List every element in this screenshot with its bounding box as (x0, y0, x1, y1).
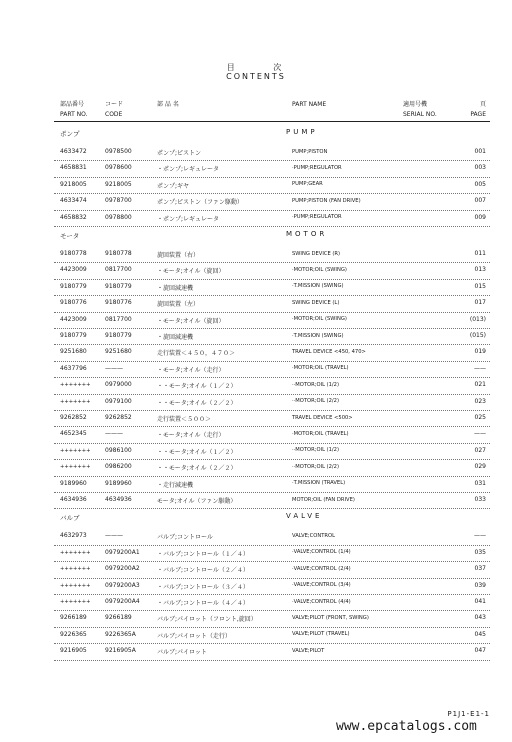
part-code: 0817700 (105, 315, 132, 323)
part-name-jp: バルブ;パイロット (157, 649, 207, 657)
part-number: 9180779 (60, 332, 87, 339)
part-name-en: ·VALVE;CONTROL (3/4) (292, 582, 351, 589)
row-separator (54, 610, 490, 611)
section-title-en: VALVE (286, 512, 323, 521)
part-number: 9266189 (60, 614, 87, 622)
row-separator (54, 160, 490, 161)
page-number: 029 (474, 463, 486, 471)
part-name-en: ·T.MISSION (SWING) (292, 283, 344, 290)
part-code: 0979000 (105, 381, 132, 389)
row-separator (54, 193, 490, 194)
part-code: ——— (105, 532, 123, 540)
part-code: 9216905A (105, 647, 136, 655)
page-number: 015 (474, 282, 486, 290)
page-number: 037 (474, 565, 486, 573)
code-en-header: CODE (105, 111, 123, 118)
row-separator (54, 344, 490, 345)
watermark: www.epcatalogs.com (336, 719, 477, 734)
row-separator (54, 361, 490, 362)
page-number: 033 (474, 496, 486, 503)
part-name-jp: ・モータ;オイル（旋回） (157, 317, 225, 325)
page-number: 041 (474, 598, 486, 605)
row-separator (54, 492, 490, 493)
part-code: ——— (105, 430, 123, 438)
part-number: 4658831 (60, 164, 87, 172)
row-separator (54, 377, 490, 378)
row-separator (54, 627, 490, 628)
page-jp-header: 頁 (479, 101, 486, 108)
part-name-en: PUMP;GEAR (292, 181, 323, 188)
part-number: +++++++ (60, 464, 91, 471)
part-no-en-header: PART NO. (60, 111, 88, 118)
page-number: 021 (474, 381, 486, 389)
title-jp: 目 次 (226, 63, 300, 72)
part-name-jp: ・モータ;オイル（走行） (157, 432, 225, 440)
page-number: 043 (474, 614, 486, 622)
part-name-jp: ・モータ;オイル（旋回） (157, 268, 225, 276)
row-separator (54, 262, 490, 263)
part-name-en: ·PUMP;REGULATOR (292, 164, 342, 171)
part-number: 9180776 (60, 299, 87, 307)
part-name-jp: ・旋回減速機 (157, 284, 194, 292)
name-jp-header: 部 品 名 (157, 101, 179, 108)
section-title-en: PUMP (286, 128, 318, 136)
part-name-en: PUMP;PISTON (FAN DRIVE) (292, 197, 361, 204)
part-name-jp: ポンプ;ピストン (157, 150, 202, 157)
part-number: 9180778 (60, 250, 87, 257)
page-number: 027 (474, 446, 486, 454)
part-number: +++++++ (60, 447, 91, 454)
row-separator (54, 443, 490, 444)
part-name-en: VALVE;PILOT (292, 647, 325, 654)
part-code: 0979200A2 (105, 565, 140, 573)
part-number: 9189960 (60, 479, 87, 487)
row-separator (54, 312, 490, 313)
part-code: 0986100 (105, 446, 132, 454)
header-rule (54, 121, 490, 122)
part-name-jp: ・・モータ;オイル（２／２） (157, 399, 237, 407)
part-code: 9189960 (105, 479, 132, 487)
part-number: +++++++ (60, 398, 91, 405)
section-title-jp: バルブ (60, 514, 80, 523)
row-separator (54, 508, 490, 509)
page-number: 011 (474, 250, 486, 257)
part-number: 9216905 (60, 647, 87, 655)
part-name-en: PUMP;PISTON (292, 148, 328, 155)
part-code: 9180778 (105, 250, 132, 257)
row-separator (54, 295, 490, 296)
part-name-jp: ・バルブ;コントロール（２／４） (157, 567, 249, 575)
part-code: 9180779 (105, 332, 132, 339)
part-name-en: ··MOTOR;OIL (2/2) (292, 463, 340, 470)
page-number: 005 (474, 180, 486, 188)
page-number: 001 (474, 148, 486, 155)
part-code: 9180779 (105, 282, 132, 290)
row-separator (54, 643, 490, 644)
row-separator (54, 426, 490, 427)
part-name-jp: ・旋回減速機 (157, 334, 194, 341)
part-code: 0978700 (105, 197, 132, 205)
part-name-en: ··MOTOR;OIL (1/2) (292, 447, 340, 454)
part-number: 9226365 (60, 630, 87, 638)
page-number: —— (474, 364, 486, 372)
part-code: 9226365A (105, 630, 136, 638)
title-en: CONTENTS (226, 72, 286, 81)
page-number: 023 (474, 397, 486, 405)
part-code: 9266189 (105, 614, 132, 622)
part-name-en: ··MOTOR;OIL (1/2) (292, 381, 340, 388)
section-title-jp: ポンプ (60, 130, 80, 138)
part-number: 4634936 (60, 496, 87, 503)
part-name-jp: ・バルブ;コントロール（１／４） (157, 550, 249, 558)
part-name-jp: 旋回装置（右） (157, 252, 200, 259)
part-number: 4652345 (60, 430, 87, 438)
part-name-jp: モータ;オイル（ファン駆動） (157, 498, 237, 505)
part-no-jp-header: 部品番号 (60, 101, 85, 108)
row-separator (54, 660, 490, 661)
row-separator (54, 279, 490, 280)
row-separator (54, 410, 490, 411)
part-code: 9180776 (105, 299, 132, 307)
part-number: 4633474 (60, 197, 87, 205)
part-number: 9262852 (60, 414, 87, 421)
part-code: 0978600 (105, 164, 132, 172)
section-title-en: MOTOR (286, 230, 328, 238)
part-number: 4632973 (60, 532, 87, 540)
part-code: 0986200 (105, 463, 132, 471)
row-separator (54, 476, 490, 477)
part-code: 0979200A3 (105, 581, 140, 589)
part-number: 4423009 (60, 266, 87, 274)
part-name-jp: ・・モータ;オイル（１／２） (157, 383, 237, 391)
part-code: 0979200A4 (105, 598, 140, 605)
page-number: 017 (474, 299, 486, 307)
part-name-en: SWING DEVICE (L) (292, 299, 340, 306)
part-name-en: ·MOTOR;OIL (TRAVEL) (292, 365, 349, 372)
part-name-en: ·T.MISSION (TRAVEL) (292, 480, 346, 487)
part-name-en: TRAVEL DEVICE <500> (292, 414, 353, 421)
part-name-jp: ・バルブ;コントロール（４／４） (157, 600, 249, 607)
part-name-en: MOTOR;OIL (FAN DRIVE) (292, 496, 355, 503)
part-number: 9251680 (60, 348, 87, 356)
page-number: 039 (474, 581, 486, 589)
row-separator (54, 545, 490, 546)
part-name-jp: バルブ;パイロット（フロント,旋回） (157, 616, 257, 624)
part-name-en: VALVE;PILOT (FRONT, SWING) (292, 614, 369, 621)
part-name-en: ·PUMP;REGULATOR (292, 214, 342, 221)
page-number: 045 (474, 630, 486, 638)
page-reference: P1J1-E1-1 (447, 710, 490, 718)
row-separator (54, 578, 490, 579)
part-name-en: ·VALVE;CONTROL (4/4) (292, 598, 351, 605)
page-number: 013 (474, 266, 486, 274)
name-en-header: PART NAME (292, 101, 327, 108)
part-code: 0979200A1 (105, 548, 140, 556)
part-code: 9262852 (105, 414, 132, 421)
part-code: ——— (105, 364, 123, 372)
part-name-jp: ポンプ;ギヤ (157, 182, 190, 190)
part-code: 0817700 (105, 266, 132, 274)
part-number: +++++++ (60, 566, 91, 573)
page-number: 031 (474, 479, 486, 487)
row-separator (54, 394, 490, 395)
page-number: (013) (469, 315, 486, 323)
row-separator (54, 210, 490, 211)
part-name-jp: 旋回装置（左） (157, 301, 200, 309)
part-name-jp: ・・モータ;オイル（１／２） (157, 448, 237, 456)
part-name-jp: ・走行減速機 (157, 481, 194, 489)
part-code: 0978800 (105, 213, 132, 221)
part-name-en: ·T.MISSION (SWING) (292, 332, 344, 339)
row-separator (54, 177, 490, 178)
part-number: +++++++ (60, 549, 91, 556)
page-number: 007 (474, 197, 486, 205)
part-number: 4637796 (60, 364, 87, 372)
part-code: 9251680 (105, 348, 132, 356)
part-name-en: ··MOTOR;OIL (2/2) (292, 398, 340, 405)
part-number: 4658832 (60, 213, 87, 221)
part-number: 9180779 (60, 282, 87, 290)
part-name-jp: ・ポンプ;レギュレータ (157, 215, 220, 223)
part-number: +++++++ (60, 599, 91, 605)
part-number: +++++++ (60, 382, 91, 389)
serial-en-header: SERIAL NO. (403, 111, 437, 118)
section-title-jp: モータ (60, 232, 80, 240)
page-number: 003 (474, 164, 486, 172)
part-name-jp: ・ポンプ;レギュレータ (157, 166, 220, 174)
part-number: 9218005 (60, 180, 87, 188)
part-name-en: ·MOTOR;OIL (SWING) (292, 316, 347, 323)
part-name-jp: ・・モータ;オイル（２／２） (157, 465, 237, 473)
part-name-jp: バルブ;コントロール (157, 534, 213, 542)
page-number: (015) (469, 332, 486, 339)
part-name-en: VALVE;PILOT (TRAVEL) (292, 631, 350, 638)
part-code: 4634936 (105, 496, 132, 503)
page-number: 019 (474, 348, 486, 356)
part-name-jp: ・モータ;オイル（走行） (157, 366, 225, 374)
page-en-header: PAGE (470, 111, 486, 118)
part-number: +++++++ (60, 582, 91, 589)
row-separator (54, 459, 490, 460)
part-name-jp: バルブ;パイロット（走行） (157, 632, 231, 640)
part-name-en: ·MOTOR;OIL (TRAVEL) (292, 430, 349, 437)
part-number: 4423009 (60, 315, 87, 323)
part-name-jp: 走行装置＜５００＞ (157, 416, 212, 423)
part-name-en: ·VALVE;CONTROL (2/4) (292, 565, 351, 572)
page-number: 025 (474, 414, 486, 421)
page-number: —— (474, 532, 486, 540)
part-name-jp: 走行装置＜４５０，４７０＞ (157, 350, 236, 358)
part-name-en: TRAVEL DEVICE <450, 470> (292, 348, 366, 355)
page-number: —— (474, 430, 486, 438)
part-code: 0978500 (105, 148, 132, 155)
row-separator (54, 328, 490, 329)
part-name-en: ·MOTOR;OIL (SWING) (292, 266, 347, 273)
row-separator (54, 226, 490, 227)
page-number: 035 (474, 548, 486, 556)
part-name-en: SWING DEVICE (R) (292, 250, 341, 257)
row-separator (54, 561, 490, 562)
serial-jp-header: 適用号機 (403, 101, 428, 108)
code-jp-header: コード (105, 101, 124, 108)
part-code: 9218005 (105, 180, 132, 188)
part-number: 4633472 (60, 148, 87, 155)
part-name-jp: ポンプ;ピストン（ファン駆動） (157, 199, 243, 207)
page-number: 047 (474, 647, 486, 655)
page-number: 009 (474, 213, 486, 221)
part-name-en: VALVE;CONTROL (292, 532, 335, 539)
row-separator (54, 594, 490, 595)
part-name-en: ·VALVE;CONTROL (1/4) (292, 549, 351, 556)
part-name-jp: ・バルブ;コントロール（３／４） (157, 583, 249, 591)
part-code: 0979100 (105, 397, 132, 405)
